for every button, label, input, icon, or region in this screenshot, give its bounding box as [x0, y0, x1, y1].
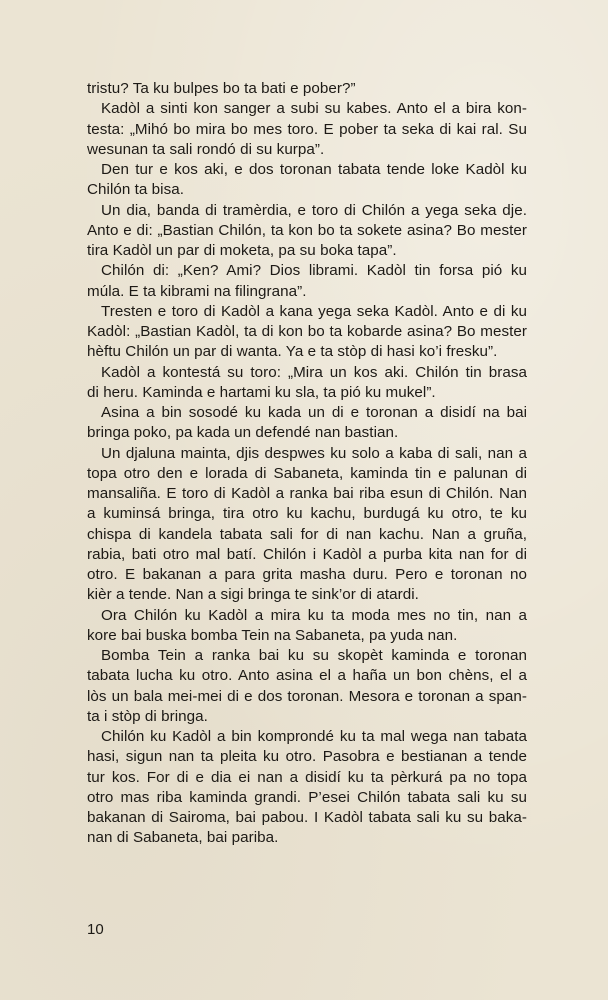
- page-number: 10: [87, 921, 104, 938]
- text-line: Kadòl a sinti kon sanger a subi su kabes. Anto el a bira kon-: [101, 100, 527, 118]
- text-line: Chilón ta bisa.: [87, 181, 184, 199]
- text-line: nan di Sabaneta, bai pariba.: [87, 829, 279, 847]
- text-line: Kadòl: „Bastian Kadòl, ta di kon bo ta kobarde asina? Bo mester: [87, 323, 527, 340]
- text-line: hèftu Chilón un par di wanta. Ya e ta stòp di hasi ko’i fresku”.: [87, 343, 498, 361]
- text-line: Un djaluna mainta, djis despwes ku solo a kaba di sali, nan a: [101, 444, 527, 462]
- text-line: topa otro den e lorada di Sabaneta, kaminda tin e palunan di: [87, 464, 527, 482]
- text-line: tira Kadòl un par di moketa, pa su boka tapa”.: [87, 242, 397, 259]
- text-line: Ora Chilón ku Kadòl a mira ku ta moda mes no tin, nan a: [101, 606, 527, 624]
- text-line: Asina a bin sosodé ku kada un di e toronan a disidí na bai: [101, 404, 527, 421]
- text-line: a kuminsá bringa, tira otro ku kachu, burdugá ku otro, te ku: [87, 505, 527, 523]
- text-line: Kadòl a kontestá su toro: „Mira un kos aki. Chilón tin brasa: [101, 363, 527, 381]
- text-line: ta i stòp di bringa.: [87, 707, 208, 725]
- text-line: Tresten e toro di Kadòl a kana yega seka Kadòl. Anto e di ku: [101, 302, 527, 320]
- text-line: Chilón ku Kadòl a bin komprondé ku ta mal wega nan tabata: [101, 728, 527, 745]
- text-line: rabia, bati otro mal batí. Chilón i Kadòl a purba kita nan for di: [87, 545, 527, 563]
- text-line: bakanan di Sairoma, bai pabou. I Kadòl tabata sali ku su baka-: [87, 809, 527, 826]
- text-line: múla. E ta kibrami na filingrana”.: [87, 282, 307, 300]
- text-line: testa: „Mihó bo mira bo mes toro. E pober ta seka di kai ral. Su: [87, 120, 527, 138]
- text-line: di heru. Kaminda e hartami ku sla, ta pió ku mukel”.: [87, 383, 436, 401]
- text-line: bringa poko, pa kada un defendé nan bastian.: [87, 424, 399, 442]
- text-line: kore bai buska bomba Tein na Sabaneta, pa yuda nan.: [87, 626, 458, 644]
- text-line: Den tur e kos aki, e dos toronan tabata tende loke Kadòl ku: [101, 161, 527, 178]
- text-line: tabata lucha ku otro. Anto asina el a haña un bon chèns, el a: [87, 667, 527, 685]
- text-line: otro. E bakanan a para grita masha duru. Pero e toronan no: [87, 566, 527, 583]
- text-line: Anto e di: „Bastian Chilón, ta kon bo ta sokete asina? Bo mester: [87, 221, 527, 239]
- text-line: tristu? Ta ku bulpes bo ta bati e pober?”: [87, 80, 356, 97]
- text-line: tur kos. For di e dia ei nan a disidí ku ta pèrkurá pa no topa: [87, 768, 527, 786]
- text-line: wesunan ta sali rondó di su kurpa”.: [87, 140, 325, 158]
- text-line: kièr a tende. Nan a sigi bringa te sink’or di atardi.: [87, 586, 419, 604]
- text-line: Un dia, banda di tramèrdia, e toro di Chilón a yega seka dje.: [101, 201, 527, 219]
- text-line: lòs un bala mei-mei di e dos toronan. Mesora e toronan a span-: [87, 687, 527, 705]
- body-text: [87, 79, 527, 849]
- text-line: Chilón di: „Ken? Ami? Dios librami. Kadòl tin forsa pió ku: [101, 262, 527, 280]
- text-line: Bomba Tein a ranka bai ku su skopèt kaminda e toronan: [101, 647, 527, 664]
- text-line: mansaliña. E toro di Kadòl a ranka bai riba esun di Chilón. Nan: [87, 485, 527, 502]
- text-line: hasi, sigun nan ta pleita ku otro. Pasobra e bestianan a tende: [87, 748, 527, 766]
- text-line: chispa di kandela tabata sali for di nan kachu. Nan a gruña,: [87, 525, 527, 543]
- text-line: otro mas riba kaminda grandi. P’esei Chilón tabata sali ku su: [87, 788, 527, 806]
